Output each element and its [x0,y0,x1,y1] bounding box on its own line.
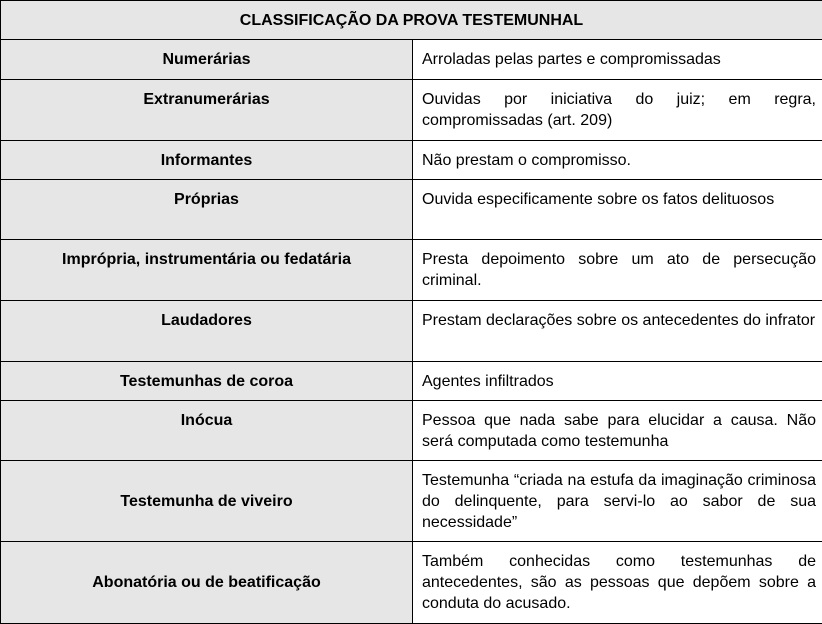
description-cell: Testemunha “criada na estufa da imaginação criminosa do delinquente, para servi-lo ao sabor de sua necessidade” [413,461,822,542]
term-cell: Abonatória ou de beatificação [1,542,413,624]
table-row [1,141,822,180]
term-cell: Numerárias [1,40,413,80]
description-cell: Também conhecidas como testemunhas de antecedentes, são as pessoas que depõem sobre a conduta do acusado. [413,542,822,624]
term-cell: Imprópria, instrumentária ou fedatária [1,240,413,301]
description-cell: Ouvida especificamente sobre os fatos delituosos [413,180,822,240]
table-row [1,542,822,624]
table-title: CLASSIFICAÇÃO DA PROVA TESTEMUNHAL [1,1,822,40]
description-cell: Não prestam o compromisso. [413,141,822,180]
table-row [1,180,822,240]
description-cell: Arroladas pelas partes e compromissadas [413,40,822,80]
term-cell: Extranumerárias [1,80,413,141]
table-row [1,362,822,401]
term-cell: Inócua [1,401,413,461]
description-cell: Agentes infiltrados [413,362,822,401]
description-cell: Presta depoimento sobre um ato de persecução criminal. [413,240,822,301]
table-row [1,401,822,461]
table-header-row [1,1,822,40]
term-cell: Laudadores [1,301,413,362]
table-row [1,240,822,301]
description-cell: Ouvidas por iniciativa do juiz; em regra, compromissadas (art. 209) [413,80,822,141]
table-row [1,80,822,141]
term-cell: Próprias [1,180,413,240]
table-row [1,461,822,542]
term-cell: Informantes [1,141,413,180]
table-row [1,301,822,362]
description-cell: Pessoa que nada sabe para elucidar a causa. Não será computada como testemunha [413,401,822,461]
table-row [1,40,822,80]
term-cell: Testemunhas de coroa [1,362,413,401]
term-cell: Testemunha de viveiro [1,461,413,542]
description-cell: Prestam declarações sobre os antecedentes do infrator [413,301,822,362]
